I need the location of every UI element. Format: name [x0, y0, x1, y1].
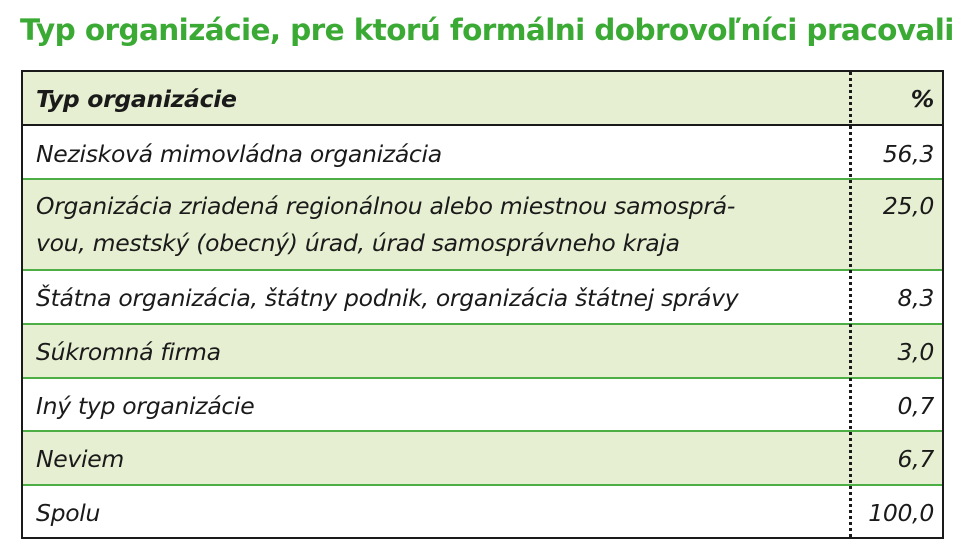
row-label: Štátna organizácia, štátny podnik, organizácia štátnej správy: [36, 284, 739, 312]
row-label: Iný typ organizácie: [36, 392, 255, 420]
row-label: Nezisková mimovládna organizácia: [36, 140, 442, 168]
row-value: 8,3: [897, 284, 934, 312]
row-label: Súkromná firma: [36, 338, 221, 366]
row-value: 0,7: [897, 392, 934, 420]
total-value: 100,0: [868, 499, 934, 527]
table-header-row: [23, 72, 942, 126]
table-row: [23, 432, 942, 486]
row-label-line-2: vou, mestský (obecný) úrad, úrad samosprávneho kraja: [36, 229, 680, 257]
page-title: Typ organizácie, pre ktorú formálni dobrovoľníci pracovali: [20, 13, 954, 47]
row-value: 3,0: [897, 338, 934, 366]
table-row: [23, 379, 942, 432]
row-label-line-1: Organizácia zriadená regionálnou alebo miestnou samosprá-: [36, 192, 736, 220]
table-row: [23, 271, 942, 325]
row-value: 56,3: [882, 140, 934, 168]
table-row: [23, 126, 942, 180]
table-row: [23, 180, 942, 271]
row-value: 6,7: [897, 445, 934, 473]
organization-type-table: [21, 70, 944, 539]
row-label: Neviem: [36, 445, 125, 473]
column-divider: [849, 72, 852, 537]
table-row: [23, 325, 942, 379]
header-label: Typ organizácie: [36, 85, 237, 113]
total-label: Spolu: [36, 499, 101, 527]
header-percent: %: [910, 85, 934, 113]
table-total-row: [23, 486, 942, 537]
row-value: 25,0: [882, 192, 934, 220]
